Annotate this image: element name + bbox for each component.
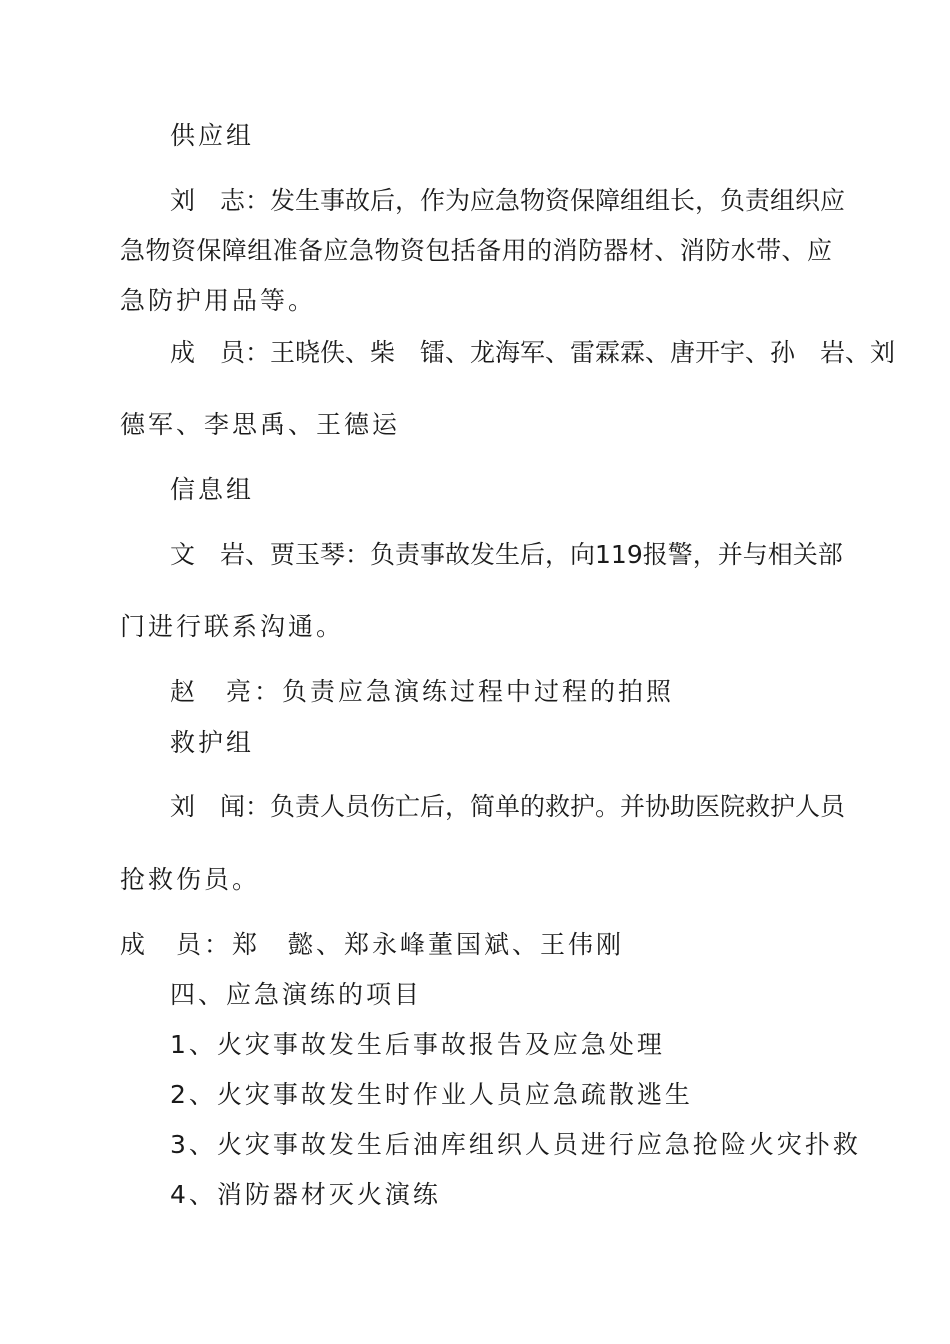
- member-list-line: 成 员：王晓佚、柴 镭、龙海军、雷霖霖、唐开宇、孙 岩、刘: [170, 338, 896, 367]
- list-item: 3、火灾事故发生后油库组织人员进行应急抢险火灾扑救: [170, 1130, 861, 1159]
- paragraph-line: 门进行联系沟通。: [120, 612, 345, 641]
- paragraph-line: 急物资保障组准备应急物资包括备用的消防器材、消防水带、应: [120, 236, 832, 265]
- paragraph-line: 抢救伤员。: [120, 865, 261, 894]
- list-item: 4、消防器材灭火演练: [170, 1180, 441, 1209]
- member-list-line: 成 员：郑 懿、郑永峰董国斌、王伟刚: [120, 930, 625, 959]
- section-heading-drill-items: 四、应急演练的项目: [170, 980, 423, 1009]
- member-list-line: 德军、李思禹、王德运: [120, 410, 401, 439]
- paragraph-line: 急防护用品等。: [120, 286, 317, 315]
- section-heading-supply: 供应组: [170, 121, 255, 150]
- paragraph-line: 赵 亮：负责应急演练过程中过程的拍照: [170, 677, 675, 706]
- paragraph-line: 文 岩、贾玉琴：负责事故发生后，向119报警，并与相关部: [170, 540, 843, 569]
- list-item: 2、火灾事故发生时作业人员应急疏散逃生: [170, 1080, 693, 1109]
- section-heading-info: 信息组: [170, 475, 255, 504]
- paragraph-line: 刘 闻：负责人员伤亡后，简单的救护。并协助医院救护人员: [170, 792, 846, 821]
- paragraph-line: 刘 志：发生事故后，作为应急物资保障组组长，负责组织应: [170, 186, 846, 215]
- list-item: 1、火灾事故发生后事故报告及应急处理: [170, 1030, 665, 1059]
- section-heading-rescue: 救护组: [170, 728, 255, 757]
